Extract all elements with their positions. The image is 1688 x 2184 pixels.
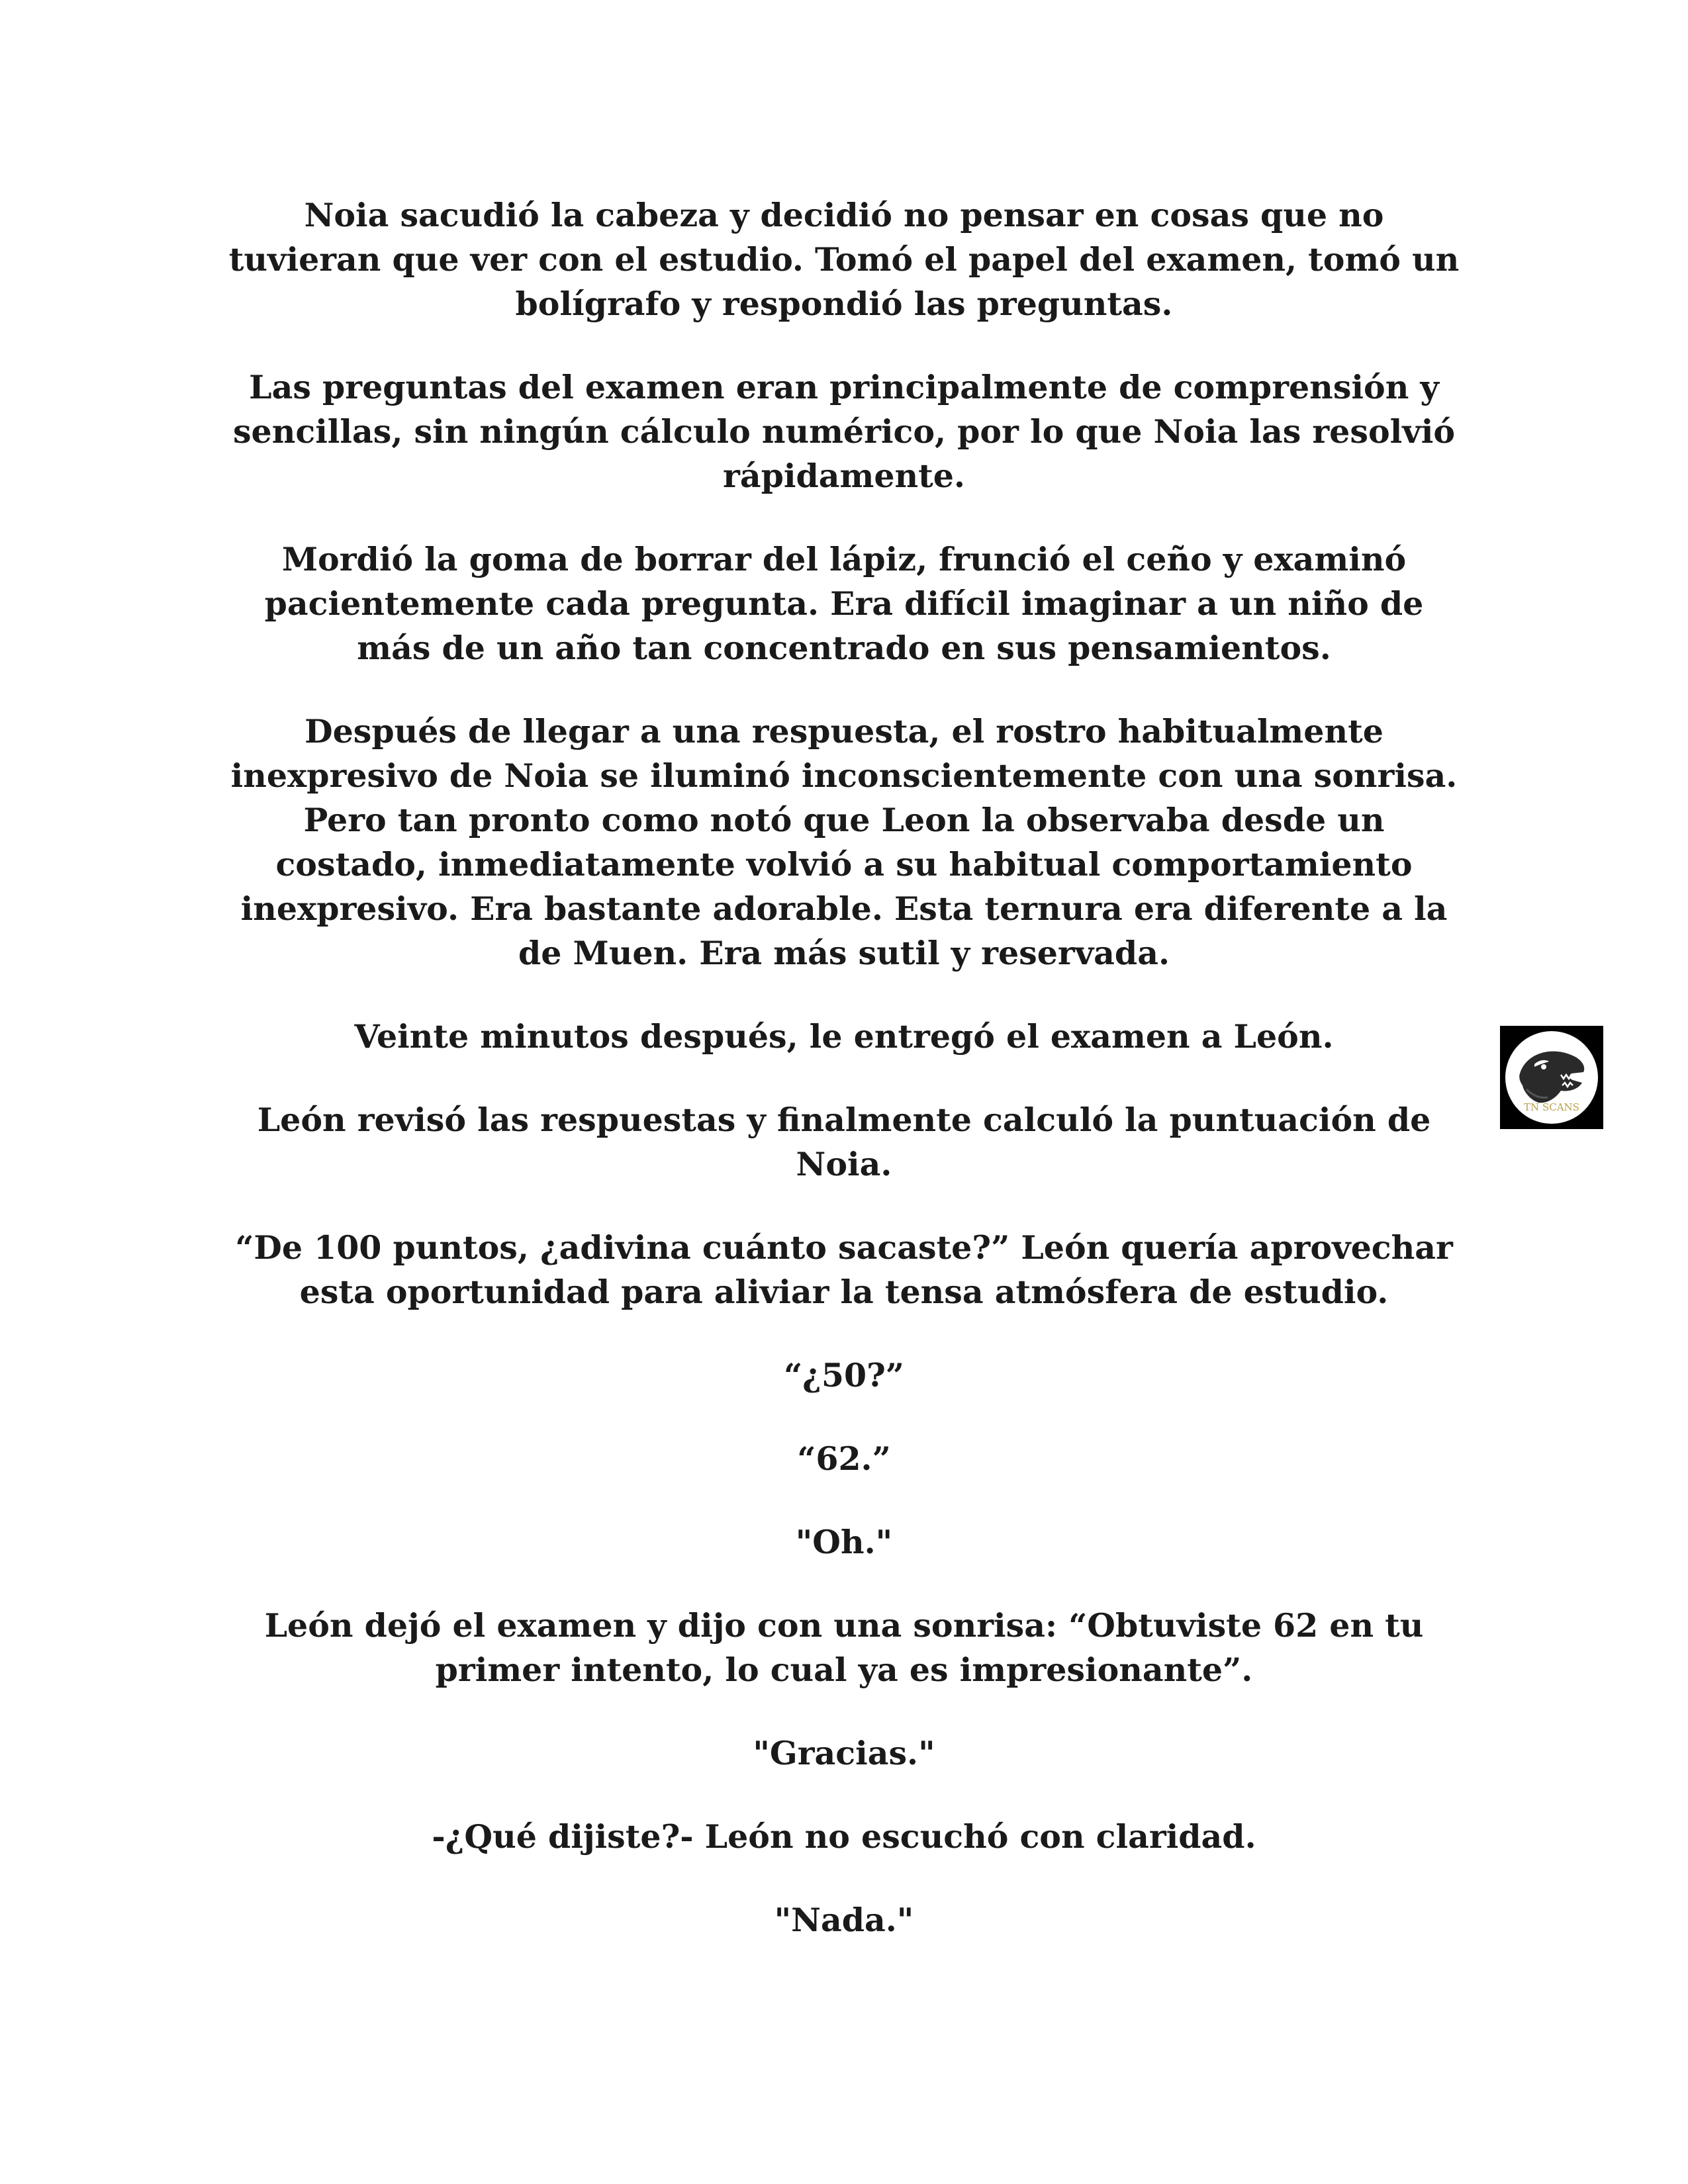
paragraph-3: Mordió la goma de borrar del lápiz, frunció el ceño y examinó pacientemente cada pregunta. Era difícil imaginar a un niño de más de un año tan concentrado en sus pensamientos. (264, 540, 1424, 667)
paragraph-11: León dejó el examen y dijo con una sonrisa: “Obtuviste 62 en tu primer intento, lo cual ya es impresionante”. (264, 1606, 1424, 1689)
paragraph-14: "Nada." (774, 1901, 914, 1939)
document-body (228, 193, 1460, 1981)
paragraph-2: Las preguntas del examen eran principalmente de comprensión y sencillas, sin ningún cálculo numérico, por lo que Noia las resolvió rápidamente. (232, 368, 1456, 495)
paragraph-10: "Oh." (795, 1523, 893, 1561)
paragraph-13: -¿Qué dijiste?- León no escuchó con claridad. (432, 1817, 1256, 1856)
paragraph-6: León revisó las respuestas y finalmente calculó la puntuación de Noia. (257, 1101, 1431, 1183)
paragraph-8: “¿50?” (784, 1356, 904, 1394)
dinosaur-head-icon (1500, 1026, 1603, 1129)
paragraph-7: “De 100 puntos, ¿adivina cuánto sacaste?” León quería aprovechar esta oportunidad para aliviar la tensa atmósfera de estudio. (235, 1228, 1453, 1311)
paragraph-12: "Gracias." (753, 1734, 935, 1772)
paragraph-9: “62.” (797, 1439, 891, 1478)
paragraph-5: Veinte minutos después, le entregó el examen a León. (354, 1017, 1334, 1056)
paragraph-1: Noia sacudió la cabeza y decidió no pensar en cosas que no tuvieran que ver con el estudio. Tomó el papel del examen, tomó un bolígrafo y respondió las preguntas. (228, 196, 1460, 323)
paragraph-4: Después de llegar a una respuesta, el rostro habitualmente inexpresivo de Noia se iluminó inconscientemente con una sonrisa. Pero tan pronto como notó que Leon la observaba desde un costado, inmediatamente volvió a su habitual comportamiento inexpresivo. Era bastante adorable. Esta ternura era diferente a la de Muen. Era más sutil y reservada. (230, 712, 1458, 972)
watermark-text: TN SCANS (1524, 1101, 1579, 1113)
scanlation-watermark-logo (1500, 1026, 1603, 1129)
